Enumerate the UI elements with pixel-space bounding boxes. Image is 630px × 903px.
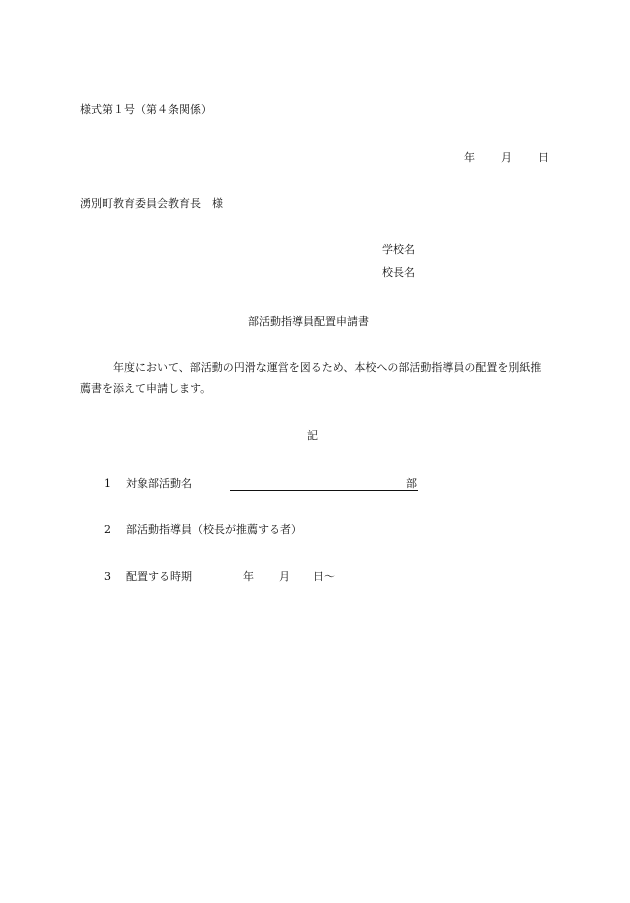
item-3-month: 月 bbox=[279, 570, 290, 583]
item-3-number: 3 bbox=[104, 570, 111, 583]
ki-heading: 記 bbox=[307, 429, 318, 442]
item-2-number: 2 bbox=[104, 523, 111, 536]
item-2-label: 部活動指導員（校長が推薦する者） bbox=[126, 523, 302, 536]
item-1-label: 対象部活動名 bbox=[126, 477, 192, 490]
document-title: 部活動指導員配置申請書 bbox=[248, 315, 369, 328]
date-month: 月 bbox=[501, 151, 512, 164]
item-1-number: 1 bbox=[104, 477, 111, 490]
addressee: 湧別町教育委員会教育長 様 bbox=[80, 197, 223, 210]
body-paragraph: 年度において、部活動の円滑な運営を図るため、本校への部活動指導員の配置を別紙推薦書を添えて申請します。 bbox=[80, 361, 542, 395]
item-3-day: 日～ bbox=[313, 570, 335, 583]
principal-name-label: 校長名 bbox=[382, 266, 415, 279]
club-name-underline bbox=[230, 490, 418, 491]
item-1-suffix: 部 bbox=[406, 477, 417, 490]
date-day: 日 bbox=[538, 151, 549, 164]
item-3-label: 配置する時期 bbox=[126, 570, 192, 583]
date-year: 年 bbox=[464, 151, 475, 164]
date-line bbox=[464, 152, 549, 163]
school-name-label: 学校名 bbox=[382, 243, 415, 256]
item-3-year: 年 bbox=[243, 570, 254, 583]
form-number: 様式第１号（第４条関係） bbox=[80, 103, 212, 116]
